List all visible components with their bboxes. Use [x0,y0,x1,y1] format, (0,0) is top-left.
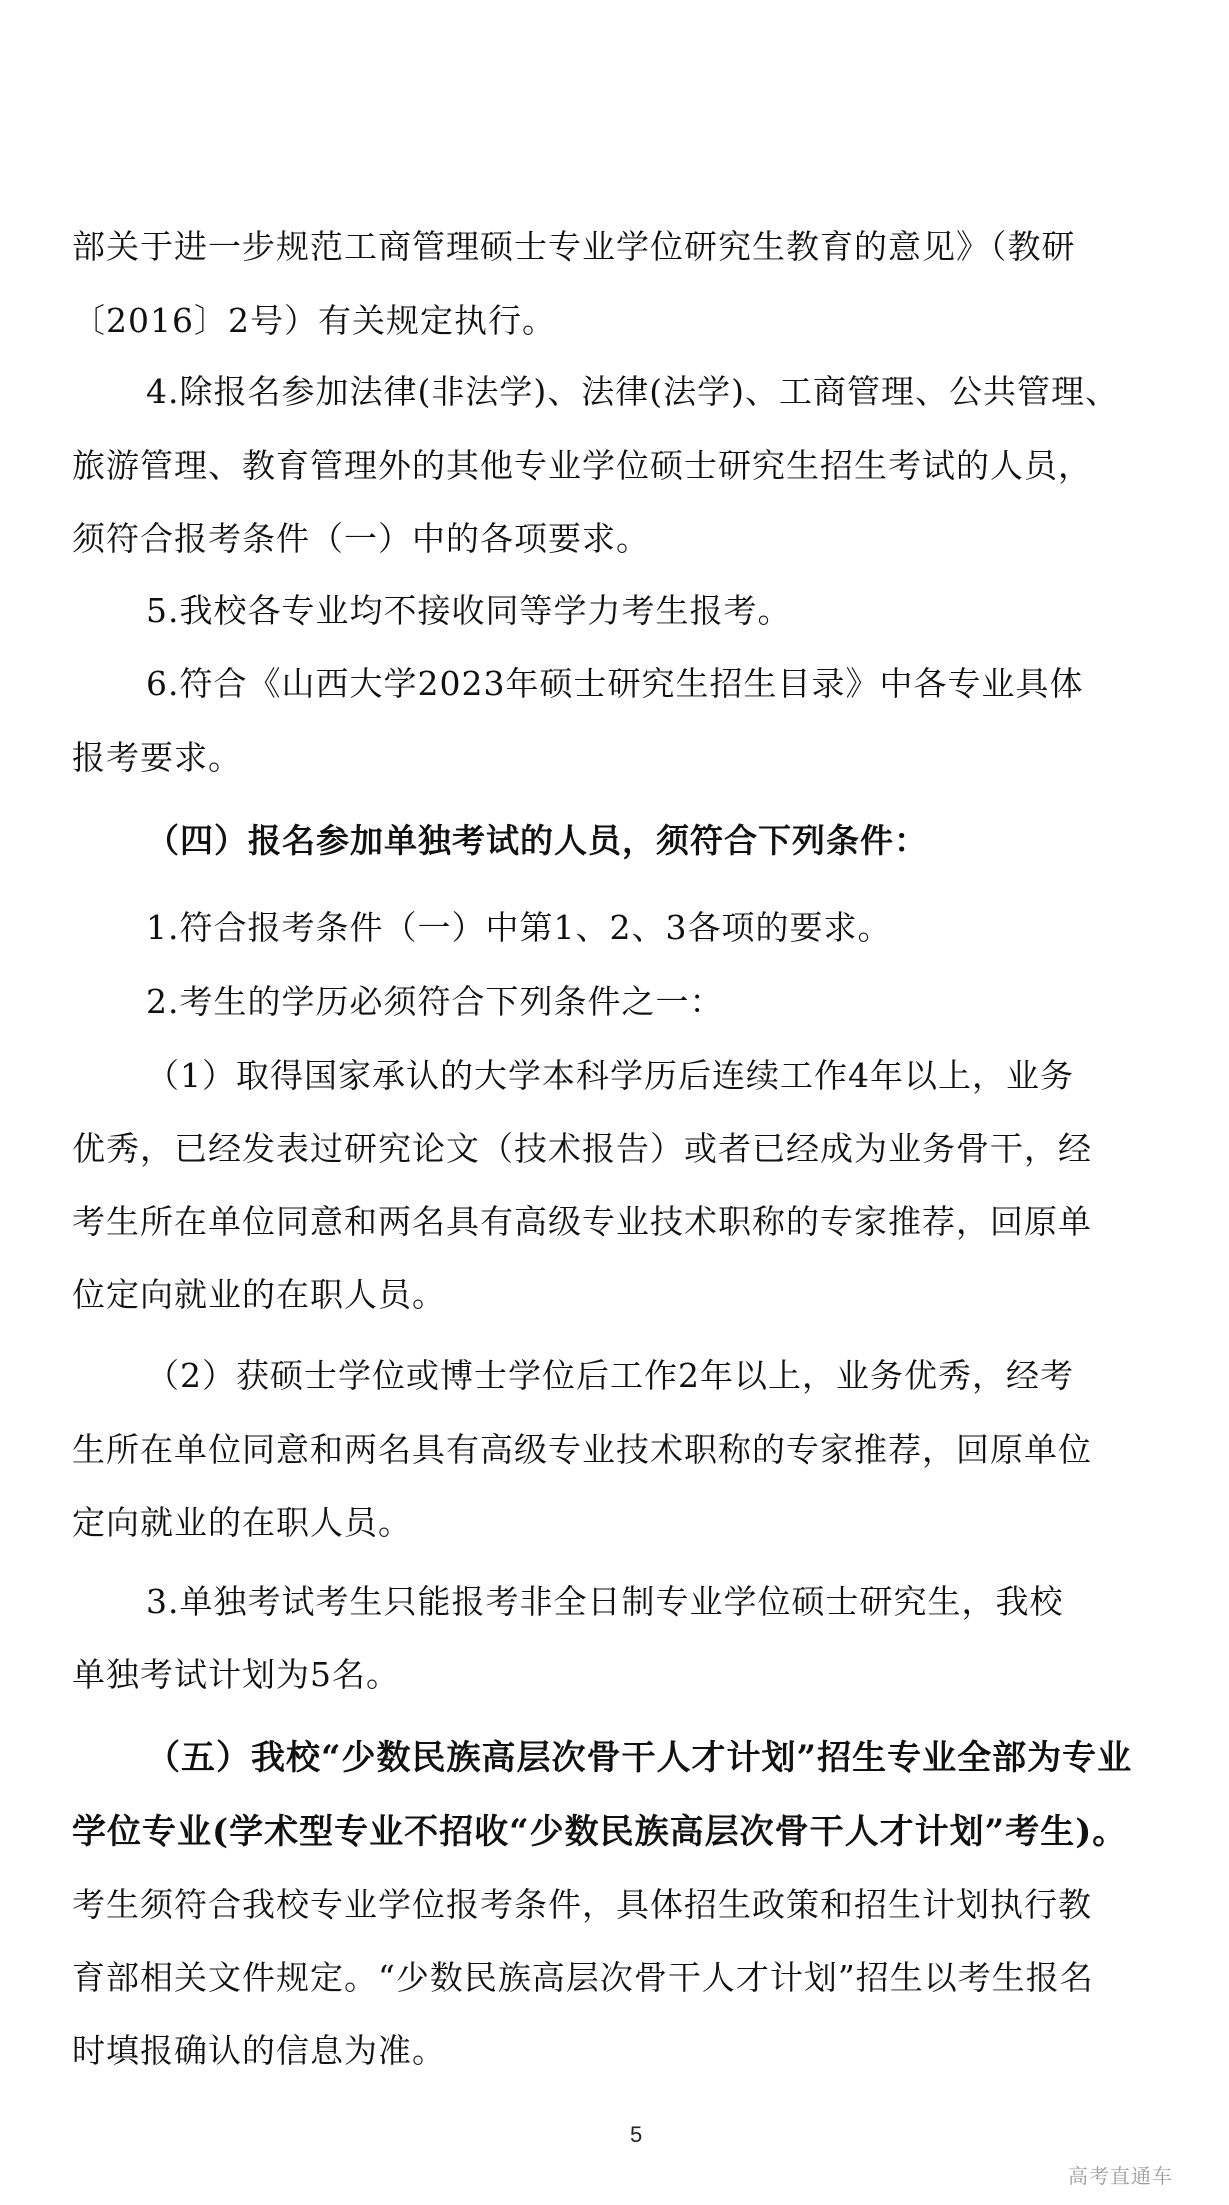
paragraph-line: （1）取得国家承认的大学本科学历后连续工作4年以上，业务 [146,1056,1074,1095]
paragraph-line: （2）获硕士学位或博士学位后工作2年以上，业务优秀，经考 [146,1356,1074,1395]
paragraph-line: 生所在单位同意和两名具有高级专业技术职称的专家推荐，回原单位 [72,1430,1092,1469]
paragraph-line: 位定向就业的在职人员。 [72,1275,446,1314]
paragraph-line: 优秀，已经发表过研究论文（技术报告）或者已经成为业务骨干，经 [72,1129,1092,1168]
paragraph-line: 6.符合《山西大学2023年硕士研究生招生目录》中各专业具体 [146,664,1084,703]
paragraph-line: 定向就业的在职人员。 [72,1503,412,1542]
paragraph-line: 考生须符合我校专业学位报考条件，具体招生政策和招生计划执行教 [72,1885,1092,1924]
paragraph-line: 时填报确认的信息为准。 [72,2031,446,2070]
paragraph-line: 2.考生的学历必须符合下列条件之一： [146,982,724,1021]
watermark-text: 高考直通车 [1068,2166,1173,2188]
paragraph-line: 部关于进一步规范工商管理硕士专业学位研究生教育的意见》（教研 [72,227,1076,266]
paragraph-line: 考生所在单位同意和两名具有高级专业技术职称的专家推荐，回原单 [72,1202,1092,1241]
paragraph-line: 1.符合报考条件（一）中第1、2、3各项的要求。 [146,908,892,947]
paragraph-line: 须符合报考条件（一）中的各项要求。 [72,519,650,558]
paragraph-line: 〔2016〕2号）有关规定执行。 [72,301,556,340]
paragraph-line: 单独考试计划为5名。 [72,1655,400,1694]
paragraph-line: 5.我校各专业均不接收同等学力考生报考。 [146,591,792,630]
paragraph-line: 育部相关文件规定。“少数民族高层次骨干人才计划”招生以考生报名 [72,1958,1094,1997]
page-number: 5 [630,2122,643,2147]
section-heading-continued: 学位专业(学术型专业不招收“少数民族高层次骨干人才计划”考生)。 [72,1812,1128,1852]
paragraph-line: 旅游管理、教育管理外的其他专业学位硕士研究生招生考试的人员， [72,446,1092,485]
paragraph-line: 报考要求。 [72,738,242,777]
paragraph-line: 3.单独考试考生只能报考非全日制专业学位硕士研究生，我校 [146,1582,1064,1621]
section-heading: （五）我校“少数民族高层次骨干人才计划”招生专业全部为专业 [146,1738,1133,1778]
section-heading: （四）报名参加单独考试的人员，须符合下列条件： [146,821,928,860]
paragraph-line: 4.除报名参加法律(非法学)、法律(法学)、工商管理、公共管理、 [146,372,1119,411]
